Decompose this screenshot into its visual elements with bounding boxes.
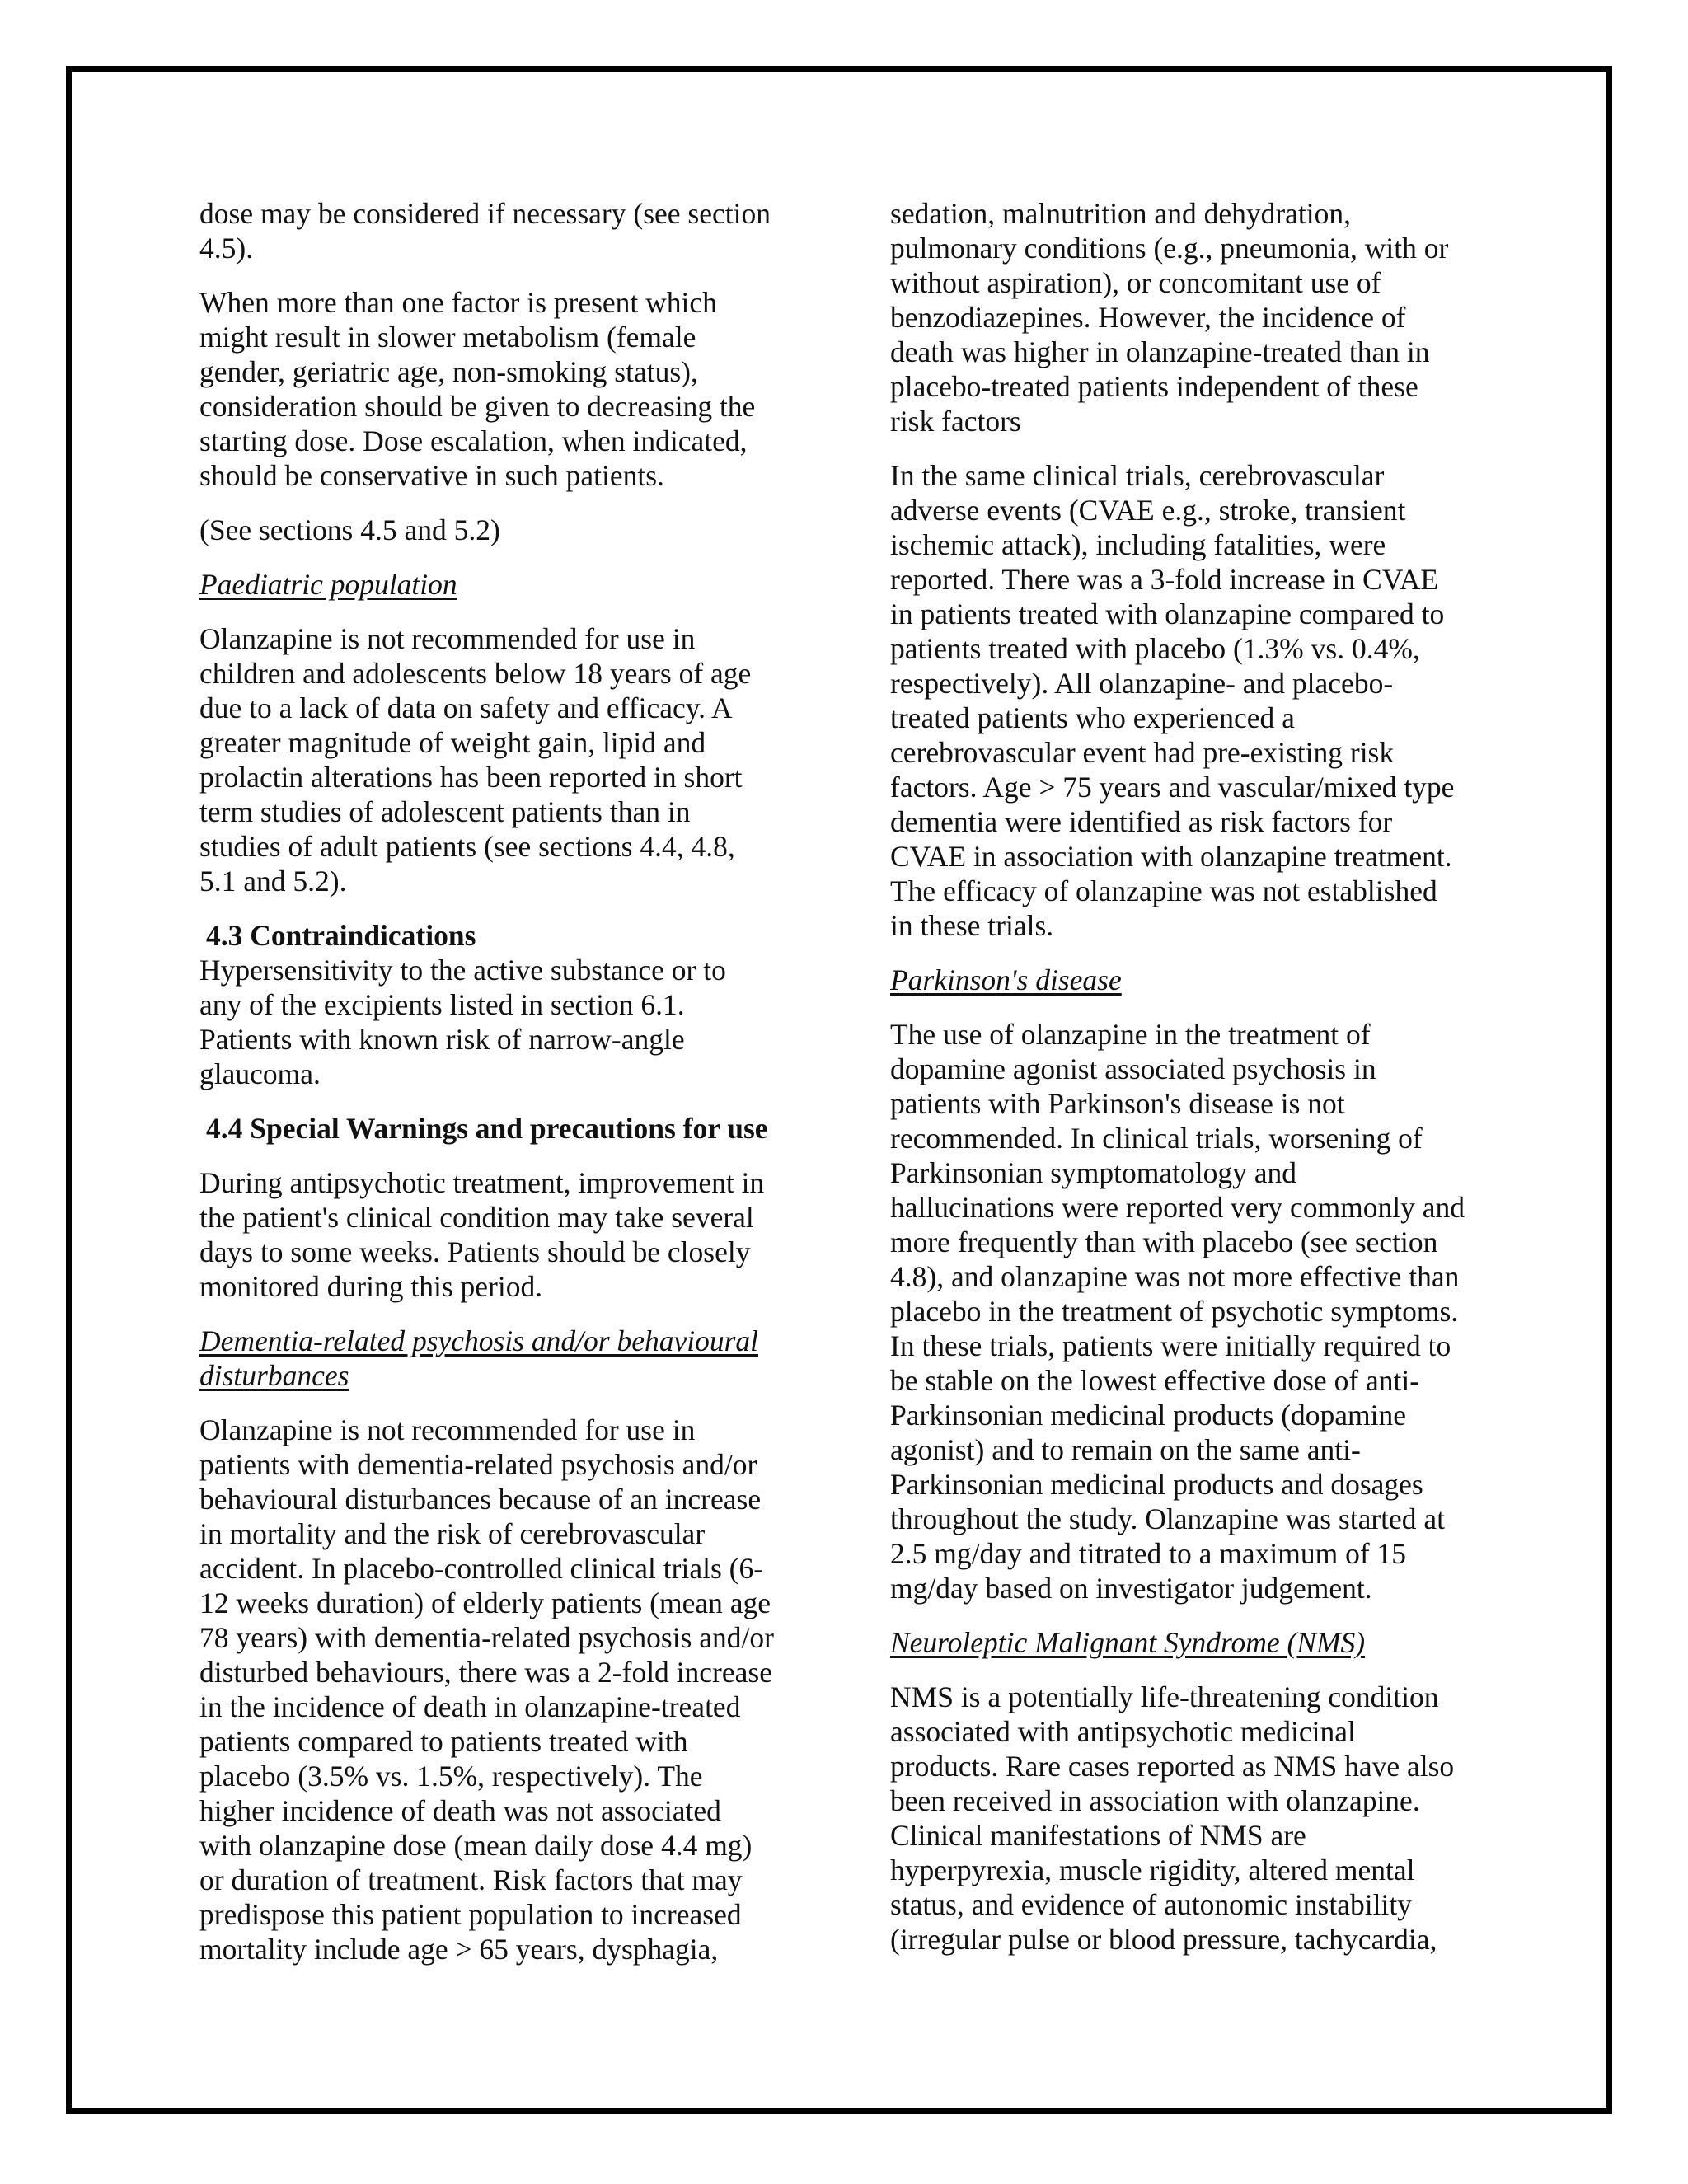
paragraph-risk-factors: sedation, malnutrition and dehydration, pulmonary conditions (e.g., pneumonia, with or without aspiration), or concomitant use of benzodiazepines. However, the incidence of death was higher in olanzapine-treated than in placebo-treated patients independent of these risk factors	[890, 197, 1449, 438]
subheading-dementia-psychosis: Dementia-related psychosis and/or behavioural disturbances	[199, 1324, 759, 1392]
section-heading-special-warnings: 4.4 Special Warnings and precautions for use	[206, 1112, 768, 1145]
section-heading-contraindications: 4.3 Contraindications	[206, 919, 476, 952]
paragraph-cvae: In the same clinical trials, cerebrovascular adverse events (CVAE e.g., stroke, transient ischemic attack), including fatalities, were reported. There was a 3-fold increase in CVAE in patients treated with olanzapine compared to patients treated with placebo (1.3% vs. 0.4%, respectively). All olanzapine- and placebo- treated patients who experienced a cerebrovascular event had pre-existing risk factors. Age > 75 years and vascular/mixed type dementia were identified as risk factors for CVAE in association with olanzapine treatment. The efficacy of olanzapine was not established in these trials.	[890, 459, 1455, 942]
paragraph-nms: NMS is a potentially life-threatening condition associated with antipsychotic medicinal products. Rare cases reported as NMS have also been received in association with olanzapine. Clinical manifestations of NMS are hyperpyrexia, muscle rigidity, altered mental status, and evidence of autonomic instability (irregular pulse or blood pressure, tachycardia,	[890, 1680, 1455, 1956]
subheading-parkinsons-disease: Parkinson's disease	[890, 963, 1122, 996]
paragraph-paediatric: Olanzapine is not recommended for use in children and adolescents below 18 years of age due to a lack of data on safety and efficacy. A greater magnitude of weight gain, lipid and prolactin alterations has been reported in short term studies of adolescent patients than in studies of adult patients (see sections 4.4, 4.8, 5.1 and 5.2).	[199, 622, 752, 898]
subheading-paediatric-population: Paediatric population	[199, 568, 457, 601]
paragraph-slower-metabolism: When more than one factor is present which might result in slower metabolism (female gender, geriatric age, non-smoking status), consideration should be given to decreasing the starting dose. Dose escalation, when indicated, should be conservative in such patients.	[199, 286, 756, 492]
right-column	[890, 196, 1500, 1957]
left-column	[199, 196, 809, 1966]
paragraph-dose-considered: dose may be considered if necessary (see section 4.5).	[199, 197, 771, 265]
paragraph-dementia: Olanzapine is not recommended for use in patients with dementia-related psychosis and/or behavioural disturbances because of an increase in mortality and the risk of cerebrovascular accident. In placebo-controlled clinical trials (6- 12 weeks duration) of elderly patients (mean age 78 years) with dementia-related psychosis and/or disturbed behaviours, there was a 2-fold increase in the incidence of death in olanzapine-treated patients compared to patients treated with placebo (3.5% vs. 1.5%, respectively). The higher incidence of death was not associated with olanzapine dose (mean daily dose 4.4 mg) or duration of treatment. Risk factors that may predispose this patient population to increased mortality include age > 65 years, dysphagia,	[199, 1413, 774, 1966]
subheading-nms: Neuroleptic Malignant Syndrome (NMS)	[890, 1626, 1366, 1659]
paragraph-contraindications: Hypersensitivity to the active substance or to any of the excipients listed in section 6.1. Patients with known risk of narrow-angle glaucoma.	[199, 954, 726, 1090]
paragraph-see-sections: (See sections 4.5 and 5.2)	[199, 513, 500, 546]
paragraph-antipsychotic-treatment: During antipsychotic treatment, improvement in the patient's clinical condition may take several days to some weeks. Patients should be closely monitored during this period.	[199, 1166, 765, 1303]
paragraph-parkinsons: The use of olanzapine in the treatment of dopamine agonist associated psychosis in patients with Parkinson's disease is not recommended. In clinical trials, worsening of Parkinsonian symptomatology and hallucinations were reported very commonly and more frequently than with placebo (see section 4.8), and olanzapine was not more effective than placebo in the treatment of psychotic symptoms. In these trials, patients were initially required to be stable on the lowest effective dose of anti- Parkinsonian medicinal products (dopamine agonist) and to remain on the same anti- Parkinsonian medicinal products and dosages throughout the study. Olanzapine was started at 2.5 mg/day and titrated to a maximum of 15 mg/day based on investigator judgement.	[890, 1018, 1465, 1605]
